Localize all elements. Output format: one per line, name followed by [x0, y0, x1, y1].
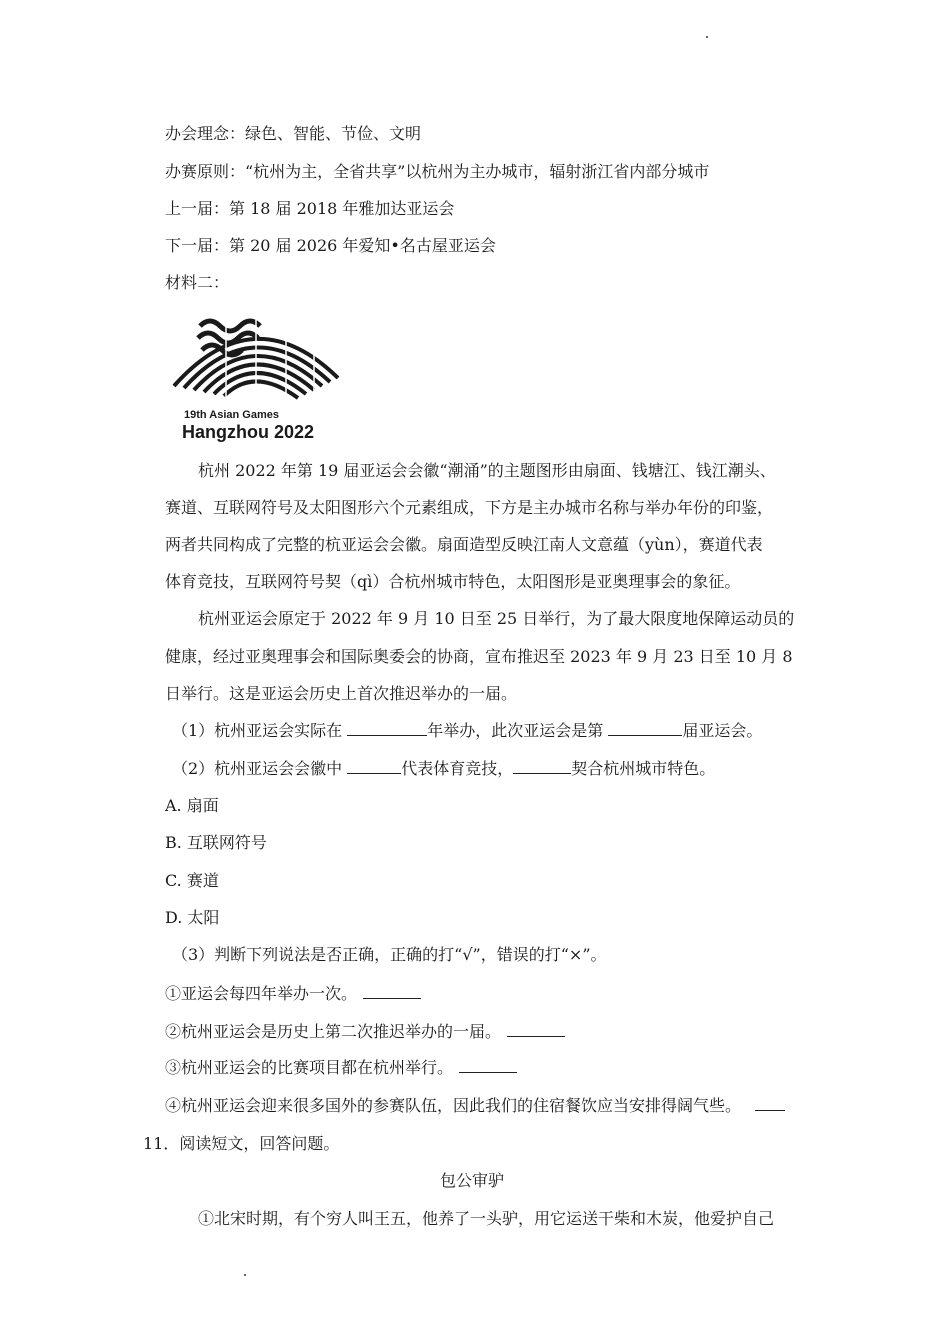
answer-blank-year[interactable]	[347, 721, 427, 736]
para2-line3: 日举行。这是亚运会历史上首次推迟举办的一届。	[165, 684, 518, 703]
question-1-part-a: （1）杭州亚运会实际在	[172, 721, 348, 740]
judgement-blank-3[interactable]	[459, 1058, 517, 1073]
judgement-blank-2[interactable]	[507, 1022, 565, 1037]
story-paragraph-1: ①北宋时期，有个穷人叫王五，他养了一头驴，用它运送干柴和木炭，他爱护自己	[198, 1209, 775, 1228]
para1-line2: 赛道、互联网符号及太阳图形六个元素组成，下方是主办城市名称与举办年份的印鉴，	[165, 498, 774, 517]
statement-3-text: ③杭州亚运会的比赛项目都在杭州举行。	[165, 1058, 454, 1077]
judgement-blank-1[interactable]	[363, 984, 421, 999]
option-b: B. 互联网符号	[165, 833, 267, 852]
option-c: C. 赛道	[165, 871, 219, 890]
question-2-part-c: 契合杭州城市特色。	[571, 759, 716, 778]
question-2-part-a: （2）杭州亚运会会徽中	[172, 759, 348, 778]
material-two-label: 材料二：	[165, 273, 230, 292]
question-2	[172, 759, 715, 779]
previous-games-line: 上一届：第 18 届 2018 年雅加达亚运会	[165, 199, 455, 218]
philosophy-line: 办会理念：绿色、智能、节俭、文明	[165, 124, 422, 143]
scan-speck	[244, 1274, 246, 1276]
para1-line1: 杭州 2022 年第 19 届亚运会会徽“潮涌”的主题图形由扇面、钱塘江、钱江潮头、	[198, 461, 776, 480]
para1-line3: 两者共同构成了完整的杭亚运会会徽。扇面造型反映江南人文意蕴（yùn），赛道代表	[165, 535, 763, 554]
principle-line: 办赛原则：“杭州为主，全省共享”以杭州为主办城市，辐射浙江省内部分城市	[165, 162, 710, 181]
statement-1-text: ①亚运会每四年举办一次。	[165, 984, 358, 1003]
question-1-part-c: 届亚运会。	[682, 721, 763, 740]
para2-line1: 杭州亚运会原定于 2022 年 9 月 10 日至 25 日举行，为了最大限度地保障运动员的	[198, 609, 795, 628]
statement-1	[165, 984, 421, 1004]
asian-games-emblem-image	[166, 308, 348, 446]
next-games-line: 下一届：第 20 届 2026 年爱知•名古屋亚运会	[165, 236, 496, 255]
statement-2-text: ②杭州亚运会是历史上第二次推迟举办的一届。	[165, 1022, 502, 1041]
emblem-graphic	[166, 308, 348, 446]
statement-3	[165, 1058, 517, 1078]
answer-blank-edition[interactable]	[608, 721, 682, 736]
story-title: 包公审驴	[440, 1171, 505, 1190]
statement-4	[165, 1096, 785, 1116]
option-a: A. 扇面	[165, 796, 219, 815]
statement-4-text: ④杭州亚运会迎来很多国外的参赛队伍，因此我们的住宿餐饮应当安排得阔气些。	[165, 1096, 742, 1115]
judgement-blank-4[interactable]	[755, 1096, 785, 1111]
question-1-part-b: 年举办，此次亚运会是第	[427, 721, 609, 740]
option-d: D. 太阳	[165, 908, 220, 927]
para1-line4: 体育竞技，互联网符号契（qì）合杭州城市特色，太阳图形是亚奥理事会的象征。	[165, 572, 741, 591]
question-1	[172, 721, 762, 741]
answer-blank-sports[interactable]	[347, 759, 401, 774]
question-11-heading: 11．阅读短文，回答问题。	[143, 1134, 340, 1153]
para2-line2: 健康，经过亚奥理事会和国际奥委会的协商，宣布推迟至 2023 年 9 月 23 日至 10 月 8	[165, 647, 793, 666]
statement-2	[165, 1022, 565, 1042]
question-2-part-b: 代表体育竞技，	[401, 759, 514, 778]
emblem-text-line1: 19th Asian Games	[184, 409, 279, 421]
answer-blank-city[interactable]	[513, 759, 571, 774]
question-3: （3）判断下列说法是否正确，正确的打“√”，错误的打“×”。	[172, 945, 607, 964]
emblem-text-line2: Hangzhou 2022	[182, 422, 315, 442]
scan-speck	[706, 36, 708, 38]
